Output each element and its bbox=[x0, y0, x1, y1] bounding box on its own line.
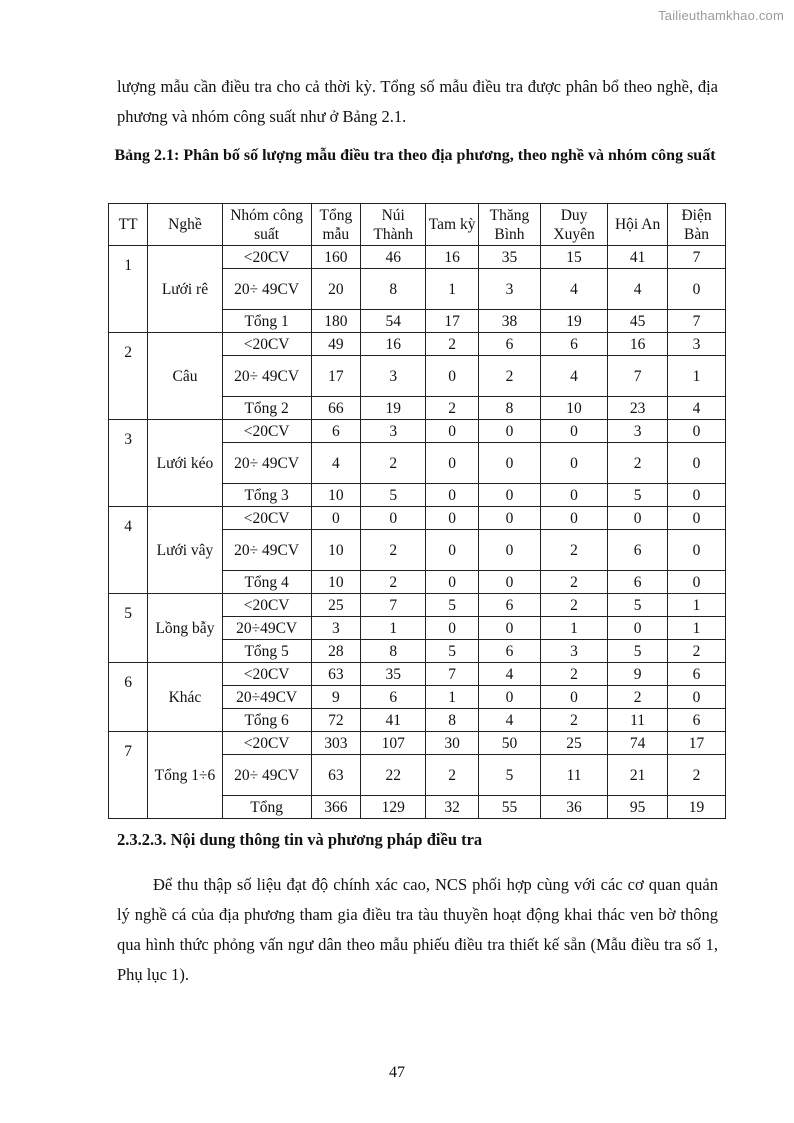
cell-value: 0 bbox=[311, 507, 361, 530]
cell-value: 16 bbox=[361, 333, 426, 356]
header-nhom-cong-suat: Nhóm công suất bbox=[222, 204, 311, 246]
cell-value: 4 bbox=[311, 443, 361, 484]
cell-value: 5 bbox=[608, 484, 668, 507]
cell-nghe: Câu bbox=[148, 333, 222, 420]
cell-value: 55 bbox=[478, 796, 540, 819]
cell-value: 1 bbox=[426, 686, 479, 709]
cell-value: 0 bbox=[478, 617, 540, 640]
cell-nghe: Tổng 1÷6 bbox=[148, 732, 222, 819]
cell-value: 17 bbox=[311, 356, 361, 397]
cell-value: 3 bbox=[311, 617, 361, 640]
cell-value: 0 bbox=[540, 507, 607, 530]
cell-value: 2 bbox=[540, 571, 607, 594]
cell-value: 3 bbox=[608, 420, 668, 443]
cell-value: 0 bbox=[478, 443, 540, 484]
cell-nhom-cong-suat: <20CV bbox=[222, 420, 311, 443]
cell-value: 54 bbox=[361, 310, 426, 333]
cell-value: 11 bbox=[608, 709, 668, 732]
cell-value: 2 bbox=[426, 333, 479, 356]
cell-nhom-cong-suat: <20CV bbox=[222, 663, 311, 686]
cell-value: 0 bbox=[478, 530, 540, 571]
cell-value: 2 bbox=[361, 571, 426, 594]
table-row bbox=[109, 732, 726, 755]
table-caption: Bảng 2.1: Phân bố số lượng mẫu điều tra theo địa phương, theo nghề và nhóm công suất bbox=[114, 147, 716, 164]
cell-value: 303 bbox=[311, 732, 361, 755]
cell-nhom-cong-suat: 20÷ 49CV bbox=[222, 530, 311, 571]
cell-nhom-cong-suat: Tổng 1 bbox=[222, 310, 311, 333]
cell-value: 74 bbox=[608, 732, 668, 755]
cell-value: 50 bbox=[478, 732, 540, 755]
cell-value: 72 bbox=[311, 709, 361, 732]
cell-value: 129 bbox=[361, 796, 426, 819]
cell-value: 0 bbox=[478, 507, 540, 530]
cell-value: 2 bbox=[361, 530, 426, 571]
header-hoi-an: Hội An bbox=[608, 204, 668, 246]
cell-nhom-cong-suat: Tổng 6 bbox=[222, 709, 311, 732]
cell-value: 0 bbox=[426, 443, 479, 484]
cell-value: 2 bbox=[540, 663, 607, 686]
cell-value: 0 bbox=[361, 507, 426, 530]
table-body bbox=[109, 246, 726, 819]
cell-value: 8 bbox=[361, 269, 426, 310]
cell-nhom-cong-suat: Tổng bbox=[222, 796, 311, 819]
cell-value: 11 bbox=[540, 755, 607, 796]
cell-tt: 3 bbox=[109, 420, 148, 507]
cell-value: 0 bbox=[426, 420, 479, 443]
cell-nhom-cong-suat: 20÷49CV bbox=[222, 617, 311, 640]
cell-value: 7 bbox=[361, 594, 426, 617]
cell-tt: 6 bbox=[109, 663, 148, 732]
cell-nhom-cong-suat: 20÷ 49CV bbox=[222, 755, 311, 796]
cell-nhom-cong-suat: Tổng 4 bbox=[222, 571, 311, 594]
header-tt: TT bbox=[109, 204, 148, 246]
cell-value: 16 bbox=[426, 246, 479, 269]
cell-value: 4 bbox=[540, 356, 607, 397]
cell-value: 30 bbox=[426, 732, 479, 755]
cell-value: 17 bbox=[668, 732, 726, 755]
cell-value: 19 bbox=[540, 310, 607, 333]
cell-value: 2 bbox=[540, 709, 607, 732]
cell-nhom-cong-suat: 20÷ 49CV bbox=[222, 443, 311, 484]
table-row bbox=[109, 333, 726, 356]
cell-nhom-cong-suat: <20CV bbox=[222, 507, 311, 530]
cell-value: 0 bbox=[668, 530, 726, 571]
cell-value: 160 bbox=[311, 246, 361, 269]
cell-value: 0 bbox=[540, 420, 607, 443]
cell-nghe: Khác bbox=[148, 663, 222, 732]
header-tam-ky: Tam kỳ bbox=[426, 204, 479, 246]
cell-value: 3 bbox=[668, 333, 726, 356]
cell-nhom-cong-suat: 20÷49CV bbox=[222, 686, 311, 709]
cell-value: 45 bbox=[608, 310, 668, 333]
cell-tt: 1 bbox=[109, 246, 148, 333]
cell-value: 7 bbox=[668, 310, 726, 333]
cell-nghe: Lưới rê bbox=[148, 246, 222, 333]
header-thang-binh: Thăng Bình bbox=[478, 204, 540, 246]
cell-value: 0 bbox=[426, 356, 479, 397]
cell-value: 5 bbox=[608, 640, 668, 663]
cell-value: 0 bbox=[478, 571, 540, 594]
cell-value: 0 bbox=[426, 530, 479, 571]
cell-value: 5 bbox=[478, 755, 540, 796]
cell-value: 1 bbox=[426, 269, 479, 310]
header-nghe: Nghề bbox=[148, 204, 222, 246]
cell-value: 38 bbox=[478, 310, 540, 333]
cell-value: 95 bbox=[608, 796, 668, 819]
cell-value: 21 bbox=[608, 755, 668, 796]
cell-value: 0 bbox=[668, 571, 726, 594]
cell-value: 63 bbox=[311, 663, 361, 686]
cell-value: 36 bbox=[540, 796, 607, 819]
cell-value: 0 bbox=[426, 617, 479, 640]
cell-value: 3 bbox=[361, 420, 426, 443]
cell-value: 4 bbox=[478, 709, 540, 732]
cell-value: 5 bbox=[426, 594, 479, 617]
cell-value: 35 bbox=[478, 246, 540, 269]
cell-nhom-cong-suat: <20CV bbox=[222, 246, 311, 269]
cell-value: 17 bbox=[426, 310, 479, 333]
cell-value: 2 bbox=[426, 755, 479, 796]
cell-value: 63 bbox=[311, 755, 361, 796]
cell-value: 1 bbox=[668, 356, 726, 397]
cell-nhom-cong-suat: Tổng 5 bbox=[222, 640, 311, 663]
cell-value: 66 bbox=[311, 397, 361, 420]
table-row bbox=[109, 594, 726, 617]
cell-nhom-cong-suat: <20CV bbox=[222, 732, 311, 755]
cell-value: 15 bbox=[540, 246, 607, 269]
cell-value: 5 bbox=[361, 484, 426, 507]
cell-tt: 2 bbox=[109, 333, 148, 420]
cell-value: 6 bbox=[608, 571, 668, 594]
cell-value: 4 bbox=[478, 663, 540, 686]
cell-value: 0 bbox=[668, 507, 726, 530]
cell-value: 7 bbox=[608, 356, 668, 397]
cell-value: 7 bbox=[668, 246, 726, 269]
cell-value: 8 bbox=[478, 397, 540, 420]
header-dien-ban: Điện Bàn bbox=[668, 204, 726, 246]
cell-value: 2 bbox=[361, 443, 426, 484]
header-tong-mau: Tổng mẫu bbox=[311, 204, 361, 246]
cell-value: 35 bbox=[361, 663, 426, 686]
cell-value: 107 bbox=[361, 732, 426, 755]
cell-value: 1 bbox=[668, 617, 726, 640]
cell-nhom-cong-suat: <20CV bbox=[222, 594, 311, 617]
cell-value: 2 bbox=[668, 640, 726, 663]
cell-value: 19 bbox=[361, 397, 426, 420]
intro-paragraph: lượng mẫu cần điều tra cho cả thời kỳ. Tổng số mẫu điều tra được phân bổ theo nghề, địa phương và nhóm công suất như ở Bảng 2.1. bbox=[117, 77, 718, 126]
cell-value: 0 bbox=[426, 484, 479, 507]
cell-value: 9 bbox=[311, 686, 361, 709]
table-header-row bbox=[109, 204, 726, 246]
cell-value: 2 bbox=[540, 530, 607, 571]
cell-value: 10 bbox=[311, 530, 361, 571]
cell-value: 16 bbox=[608, 333, 668, 356]
cell-value: 0 bbox=[668, 269, 726, 310]
page-number: 47 bbox=[389, 1064, 405, 1081]
cell-value: 0 bbox=[540, 443, 607, 484]
table-row bbox=[109, 663, 726, 686]
cell-value: 2 bbox=[426, 397, 479, 420]
cell-tt: 5 bbox=[109, 594, 148, 663]
cell-value: 6 bbox=[608, 530, 668, 571]
table-row bbox=[109, 246, 726, 269]
cell-value: 0 bbox=[426, 507, 479, 530]
section-heading: 2.3.2.3. Nội dung thông tin và phương pháp điều tra bbox=[117, 830, 483, 849]
cell-value: 3 bbox=[540, 640, 607, 663]
cell-value: 10 bbox=[311, 484, 361, 507]
cell-value: 4 bbox=[608, 269, 668, 310]
cell-value: 6 bbox=[311, 420, 361, 443]
header-nui-thanh: Núi Thành bbox=[361, 204, 426, 246]
cell-value: 32 bbox=[426, 796, 479, 819]
cell-value: 19 bbox=[668, 796, 726, 819]
cell-nhom-cong-suat: <20CV bbox=[222, 333, 311, 356]
header-duy-xuyen: Duy Xuyên bbox=[540, 204, 607, 246]
cell-value: 366 bbox=[311, 796, 361, 819]
cell-value: 8 bbox=[426, 709, 479, 732]
cell-value: 0 bbox=[668, 484, 726, 507]
cell-value: 0 bbox=[426, 571, 479, 594]
cell-value: 20 bbox=[311, 269, 361, 310]
cell-nhom-cong-suat: Tổng 3 bbox=[222, 484, 311, 507]
cell-value: 25 bbox=[311, 594, 361, 617]
cell-value: 2 bbox=[540, 594, 607, 617]
cell-value: 4 bbox=[540, 269, 607, 310]
cell-value: 6 bbox=[478, 333, 540, 356]
cell-value: 6 bbox=[478, 640, 540, 663]
cell-value: 3 bbox=[478, 269, 540, 310]
cell-value: 5 bbox=[608, 594, 668, 617]
table-row bbox=[109, 507, 726, 530]
cell-value: 6 bbox=[361, 686, 426, 709]
cell-value: 2 bbox=[608, 443, 668, 484]
cell-value: 25 bbox=[540, 732, 607, 755]
cell-value: 41 bbox=[608, 246, 668, 269]
cell-tt: 4 bbox=[109, 507, 148, 594]
cell-value: 0 bbox=[668, 420, 726, 443]
cell-nghe: Lồng bẫy bbox=[148, 594, 222, 663]
cell-value: 0 bbox=[540, 484, 607, 507]
cell-value: 0 bbox=[608, 507, 668, 530]
cell-nhom-cong-suat: Tổng 2 bbox=[222, 397, 311, 420]
cell-nghe: Lưới kéo bbox=[148, 420, 222, 507]
cell-value: 46 bbox=[361, 246, 426, 269]
cell-value: 23 bbox=[608, 397, 668, 420]
cell-value: 6 bbox=[668, 663, 726, 686]
sample-distribution-table bbox=[108, 203, 726, 819]
cell-value: 3 bbox=[361, 356, 426, 397]
cell-value: 1 bbox=[361, 617, 426, 640]
cell-value: 10 bbox=[540, 397, 607, 420]
cell-nhom-cong-suat: 20÷ 49CV bbox=[222, 269, 311, 310]
cell-value: 6 bbox=[668, 709, 726, 732]
cell-value: 49 bbox=[311, 333, 361, 356]
cell-value: 10 bbox=[311, 571, 361, 594]
cell-value: 0 bbox=[478, 484, 540, 507]
cell-value: 0 bbox=[478, 420, 540, 443]
cell-value: 2 bbox=[478, 356, 540, 397]
cell-value: 1 bbox=[668, 594, 726, 617]
cell-value: 0 bbox=[668, 686, 726, 709]
cell-value: 0 bbox=[668, 443, 726, 484]
cell-value: 180 bbox=[311, 310, 361, 333]
table-row bbox=[109, 420, 726, 443]
cell-tt: 7 bbox=[109, 732, 148, 819]
cell-value: 1 bbox=[540, 617, 607, 640]
cell-value: 0 bbox=[478, 686, 540, 709]
cell-value: 2 bbox=[608, 686, 668, 709]
cell-value: 8 bbox=[361, 640, 426, 663]
cell-value: 6 bbox=[540, 333, 607, 356]
cell-value: 6 bbox=[478, 594, 540, 617]
cell-nhom-cong-suat: 20÷ 49CV bbox=[222, 356, 311, 397]
cell-value: 28 bbox=[311, 640, 361, 663]
cell-value: 5 bbox=[426, 640, 479, 663]
watermark: Tailieuthamkhao.com bbox=[658, 8, 784, 23]
cell-nghe: Lưới vây bbox=[148, 507, 222, 594]
cell-value: 0 bbox=[540, 686, 607, 709]
cell-value: 4 bbox=[668, 397, 726, 420]
cell-value: 9 bbox=[608, 663, 668, 686]
cell-value: 22 bbox=[361, 755, 426, 796]
body-paragraph: Để thu thập số liệu đạt độ chính xác cao, NCS phối hợp cùng với các cơ quan quản lý nghề cá của địa phương tham gia điều tra tàu thuyền hoạt động khai thác ven bờ thông qua hình thức phỏng vấn ngư dân theo mẫu phiếu điều tra thiết kế sẵn (Mẫu điều tra số 1, Phụ lục 1). bbox=[117, 875, 718, 984]
cell-value: 7 bbox=[426, 663, 479, 686]
cell-value: 2 bbox=[668, 755, 726, 796]
cell-value: 0 bbox=[608, 617, 668, 640]
cell-value: 41 bbox=[361, 709, 426, 732]
